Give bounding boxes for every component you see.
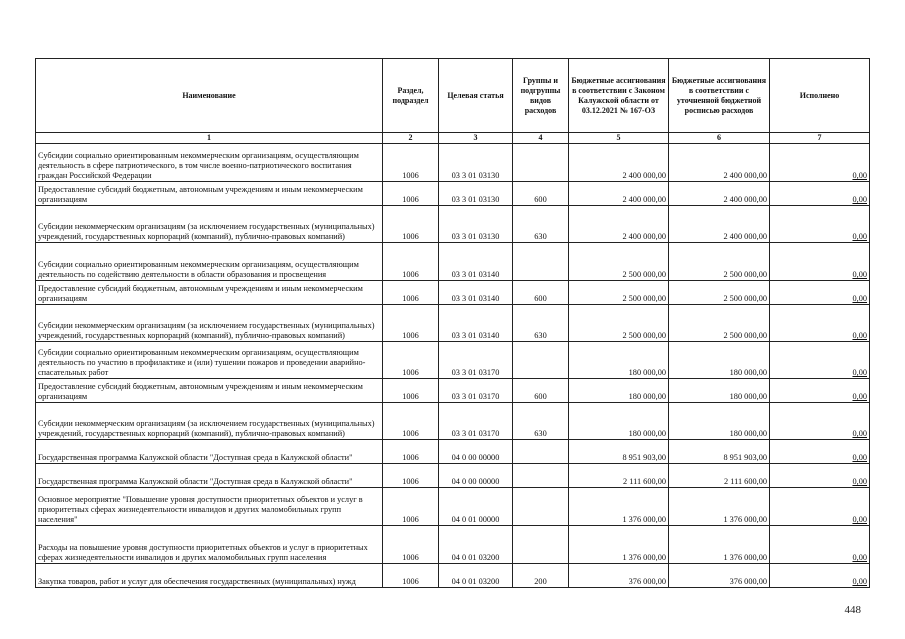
- row-name: Основное мероприятие "Повышение уровня доступности приоритетных объектов и услуг в приоритетных сферах жизнедеятельности инвалидов и других маломобильных групп населения": [36, 488, 383, 526]
- page-number: 448: [844, 604, 861, 616]
- row-article: 03 3 01 03170: [439, 403, 513, 440]
- row-group: 630: [513, 206, 569, 243]
- row-group: [513, 440, 569, 464]
- row-roster-allocation: 2 500 000,00: [669, 243, 770, 281]
- row-law-allocation: 8 951 903,00: [569, 440, 669, 464]
- row-roster-allocation: 2 400 000,00: [669, 182, 770, 206]
- column-number: 5: [569, 133, 669, 144]
- column-number: 3: [439, 133, 513, 144]
- row-section: 1006: [383, 488, 439, 526]
- header-roster-allocation: Бюджетные ассигнования в соответствии с уточненной бюджетной росписью расходов: [669, 59, 770, 133]
- row-roster-allocation: 1 376 000,00: [669, 488, 770, 526]
- row-law-allocation: 180 000,00: [569, 379, 669, 403]
- executed-value: 0,00: [852, 553, 867, 562]
- row-section: 1006: [383, 464, 439, 488]
- row-article: 03 3 01 03130: [439, 206, 513, 243]
- row-article: 03 3 01 03170: [439, 342, 513, 379]
- row-article: 04 0 00 00000: [439, 464, 513, 488]
- executed-value: 0,00: [852, 270, 867, 279]
- executed-value: 0,00: [852, 392, 867, 401]
- budget-table: [35, 58, 870, 588]
- executed-value: 0,00: [852, 195, 867, 204]
- row-roster-allocation: 2 500 000,00: [669, 281, 770, 305]
- column-number: 4: [513, 133, 569, 144]
- executed-value: 0,00: [852, 331, 867, 340]
- row-law-allocation: 1 376 000,00: [569, 488, 669, 526]
- row-name: Закупка товаров, работ и услуг для обеспечения государственных (муниципальных) нужд: [36, 564, 383, 588]
- row-section: 1006: [383, 206, 439, 243]
- row-group: 630: [513, 403, 569, 440]
- row-roster-allocation: 180 000,00: [669, 379, 770, 403]
- table-row: [36, 379, 870, 403]
- executed-value: 0,00: [852, 171, 867, 180]
- table-row: [36, 342, 870, 379]
- row-roster-allocation: 2 500 000,00: [669, 305, 770, 342]
- row-group: 600: [513, 281, 569, 305]
- row-article: 03 3 01 03140: [439, 243, 513, 281]
- row-roster-allocation: 1 376 000,00: [669, 526, 770, 564]
- executed-value: 0,00: [852, 477, 867, 486]
- row-law-allocation: 2 500 000,00: [569, 305, 669, 342]
- row-group: 600: [513, 379, 569, 403]
- row-group: [513, 526, 569, 564]
- executed-value: 0,00: [852, 429, 867, 438]
- table-row: [36, 564, 870, 588]
- row-name: Предоставление субсидий бюджетным, автономным учреждениям и иным некоммерческим организациям: [36, 182, 383, 206]
- row-law-allocation: 2 400 000,00: [569, 206, 669, 243]
- row-name: Субсидии социально ориентированным некоммерческим организациям, осуществляющим деятельность по содействию деятельности в области образования и просвещения: [36, 243, 383, 281]
- column-number: 7: [770, 133, 870, 144]
- row-name: Предоставление субсидий бюджетным, автономным учреждениям и иным некоммерческим организациям: [36, 281, 383, 305]
- row-group: 200: [513, 564, 569, 588]
- row-name: Предоставление субсидий бюджетным, автономным учреждениям и иным некоммерческим организациям: [36, 379, 383, 403]
- row-article: 04 0 01 00000: [439, 488, 513, 526]
- header-section: Раздел, подраздел: [383, 59, 439, 133]
- row-executed: [770, 206, 870, 243]
- row-section: 1006: [383, 305, 439, 342]
- header-row: [36, 59, 870, 133]
- table-row: [36, 403, 870, 440]
- row-executed: [770, 281, 870, 305]
- row-executed: [770, 182, 870, 206]
- row-law-allocation: 180 000,00: [569, 342, 669, 379]
- row-law-allocation: 2 111 600,00: [569, 464, 669, 488]
- executed-value: 0,00: [852, 577, 867, 586]
- row-roster-allocation: 8 951 903,00: [669, 440, 770, 464]
- row-law-allocation: 1 376 000,00: [569, 526, 669, 564]
- executed-value: 0,00: [852, 368, 867, 377]
- row-article: 03 3 01 03170: [439, 379, 513, 403]
- row-name: Государственная программа Калужской области "Доступная среда в Калужской области": [36, 440, 383, 464]
- row-group: [513, 243, 569, 281]
- row-executed: [770, 305, 870, 342]
- row-section: 1006: [383, 564, 439, 588]
- row-section: 1006: [383, 440, 439, 464]
- executed-value: 0,00: [852, 515, 867, 524]
- executed-value: 0,00: [852, 294, 867, 303]
- row-roster-allocation: 180 000,00: [669, 403, 770, 440]
- row-law-allocation: 376 000,00: [569, 564, 669, 588]
- row-section: 1006: [383, 182, 439, 206]
- row-executed: [770, 440, 870, 464]
- row-name: Субсидии социально ориентированным некоммерческим организациям, осуществляющим деятельность по участию в профилактике и (или) тушении пожаров и проведении аварийно-спасательных работ: [36, 342, 383, 379]
- row-article: 03 3 01 03140: [439, 305, 513, 342]
- row-article: 03 3 01 03130: [439, 182, 513, 206]
- row-article: 03 3 01 03130: [439, 144, 513, 182]
- row-roster-allocation: 2 111 600,00: [669, 464, 770, 488]
- row-law-allocation: 2 400 000,00: [569, 182, 669, 206]
- table-row: [36, 464, 870, 488]
- row-executed: [770, 464, 870, 488]
- row-name: Расходы на повышение уровня доступности приоритетных объектов и услуг в приоритетных сферах жизнедеятельности инвалидов и других маломобильных групп населения: [36, 526, 383, 564]
- row-section: 1006: [383, 526, 439, 564]
- table-row: [36, 144, 870, 182]
- table-row: [36, 281, 870, 305]
- header-article: Целевая статья: [439, 59, 513, 133]
- row-name: Субсидии социально ориентированным некоммерческим организациям, осуществляющим деятельность в сфере патриотического, в том числе военно-патриотического воспитания граждан Российской Федерации: [36, 144, 383, 182]
- row-article: 04 0 01 03200: [439, 526, 513, 564]
- row-roster-allocation: 180 000,00: [669, 342, 770, 379]
- column-number: 6: [669, 133, 770, 144]
- row-roster-allocation: 376 000,00: [669, 564, 770, 588]
- row-group: 600: [513, 182, 569, 206]
- row-law-allocation: 180 000,00: [569, 403, 669, 440]
- row-section: 1006: [383, 403, 439, 440]
- row-name: Субсидии некоммерческим организациям (за исключением государственных (муниципальных) учреждений, государственных корпораций (компаний), публично-правовых компаний): [36, 403, 383, 440]
- table-row: [36, 243, 870, 281]
- row-executed: [770, 243, 870, 281]
- table-row: [36, 440, 870, 464]
- row-roster-allocation: 2 400 000,00: [669, 206, 770, 243]
- table-row: [36, 206, 870, 243]
- row-executed: [770, 144, 870, 182]
- row-executed: [770, 379, 870, 403]
- row-executed: [770, 564, 870, 588]
- table-row: [36, 526, 870, 564]
- row-group: [513, 488, 569, 526]
- header-name: Наименование: [36, 59, 383, 133]
- header-group: Группы и подгруппы видов расходов: [513, 59, 569, 133]
- row-section: 1006: [383, 342, 439, 379]
- row-group: 630: [513, 305, 569, 342]
- row-roster-allocation: 2 400 000,00: [669, 144, 770, 182]
- row-article: 04 0 01 03200: [439, 564, 513, 588]
- row-article: 03 3 01 03140: [439, 281, 513, 305]
- row-name: Государственная программа Калужской области "Доступная среда в Калужской области": [36, 464, 383, 488]
- header-law-allocation: Бюджетные ассигнования в соответствии с Законом Калужской области от 03.12.2021 № 167-ОЗ: [569, 59, 669, 133]
- row-section: 1006: [383, 144, 439, 182]
- row-name: Субсидии некоммерческим организациям (за исключением государственных (муниципальных) учреждений, государственных корпораций (компаний), публично-правовых компаний): [36, 206, 383, 243]
- executed-value: 0,00: [852, 453, 867, 462]
- column-number: 2: [383, 133, 439, 144]
- row-name: Субсидии некоммерческим организациям (за исключением государственных (муниципальных) учреждений, государственных корпораций (компаний), публично-правовых компаний): [36, 305, 383, 342]
- row-section: 1006: [383, 379, 439, 403]
- row-section: 1006: [383, 281, 439, 305]
- row-law-allocation: 2 400 000,00: [569, 144, 669, 182]
- row-executed: [770, 342, 870, 379]
- row-section: 1006: [383, 243, 439, 281]
- row-executed: [770, 488, 870, 526]
- column-number: 1: [36, 133, 383, 144]
- table-row: [36, 305, 870, 342]
- table-row: [36, 182, 870, 206]
- column-number-row: [36, 133, 870, 144]
- row-executed: [770, 526, 870, 564]
- row-group: [513, 464, 569, 488]
- header-executed: Исполнено: [770, 59, 870, 133]
- row-law-allocation: 2 500 000,00: [569, 243, 669, 281]
- row-group: [513, 144, 569, 182]
- row-group: [513, 342, 569, 379]
- row-executed: [770, 403, 870, 440]
- executed-value: 0,00: [852, 232, 867, 241]
- row-article: 04 0 00 00000: [439, 440, 513, 464]
- table-row: [36, 488, 870, 526]
- row-law-allocation: 2 500 000,00: [569, 281, 669, 305]
